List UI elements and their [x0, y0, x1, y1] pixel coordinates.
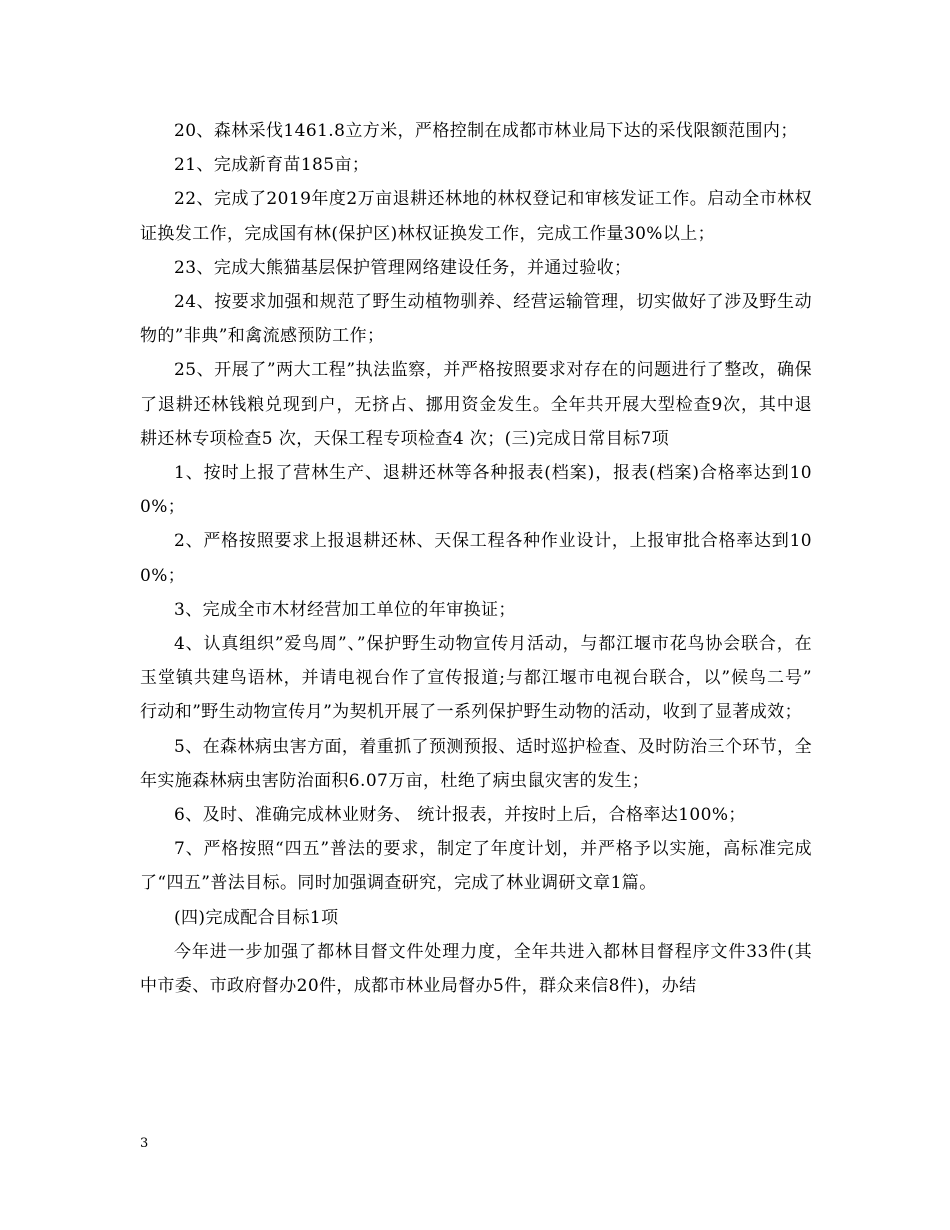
paragraph: 4、认真组织”爱鸟周”、”保护野生动物宣传月活动，与都江堰市花鸟协会联合，在玉堂镇共建鸟语林，并请电视台作了宣传报道;与都江堰市电视台联合，以”候鸟二号” 行动和”野生动物宣传月”为契机开展了一系列保护野生动物的活动，收到了显著成效； — [140, 634, 812, 723]
paragraph: 25、开展了”两大工程”执法监察，并严格按照要求对存在的问题进行了整改，确保了退耕还林钱粮兑现到户，无挤占、挪用资金发生。全年共开展大型检查9次，其中退耕还林专项检查5 次，天保工程专项检查4 次；(三)完成日常目标7项 — [140, 360, 812, 449]
paragraph: 1、按时上报了营林生产、退耕还林等各种报表(档案)，报表(档案)合格率达到100%； — [140, 463, 812, 518]
paragraph: 24、按要求加强和规范了野生动植物驯养、经营运输管理，切实做好了涉及野生动物的”非典”和禽流感预防工作； — [140, 292, 812, 347]
paragraph: 2、严格按照要求上报退耕还林、天保工程各种作业设计，上报审批合格率达到100%； — [140, 531, 812, 586]
page-number: 3 — [140, 1136, 149, 1151]
paragraph: 23、完成大熊猫基层保护管理网络建设任务，并通过验收； — [174, 257, 632, 278]
paragraph: 3、完成全市木材经营加工单位的年审换证； — [174, 599, 516, 620]
paragraph: 今年进一步加强了都林目督文件处理力度，全年共进入都林目督程序文件33件(其中市委、市政府督办20件，成都市林业局督办5件，群众来信8件)，办结 — [140, 941, 812, 997]
document-body — [140, 114, 812, 1003]
paragraph: 21、完成新育苗185亩； — [174, 155, 370, 176]
paragraph: 20、森林采伐1461.8立方米，严格控制在成都市林业局下达的采伐限额范围内； — [174, 121, 798, 141]
section-heading: (四)完成配合目标1项 — [174, 907, 339, 928]
paragraph: 5、在森林病虫害方面，着重抓了预测预报、适时巡护检查、及时防治三个环节，全年实施森林病虫害防治面积6.07万亩，杜绝了病虫鼠灾害的发生； — [140, 736, 812, 791]
paragraph: 22、完成了2019年度2万亩退耕还林地的林权登记和审核发证工作。启动全市林权证换发工作，完成国有林(保护区)林权证换发工作，完成工作量30%以上； — [140, 189, 812, 244]
paragraph: 7、严格按照“四五”普法的要求，制定了年度计划，并严格予以实施，高标准完成了“四五”普法目标。同时加强调查研究，完成了林业调研文章1篇。 — [140, 839, 812, 894]
paragraph: 6、及时、准确完成林业财务、 统计报表，并按时上后，合格率达100%； — [174, 805, 746, 826]
